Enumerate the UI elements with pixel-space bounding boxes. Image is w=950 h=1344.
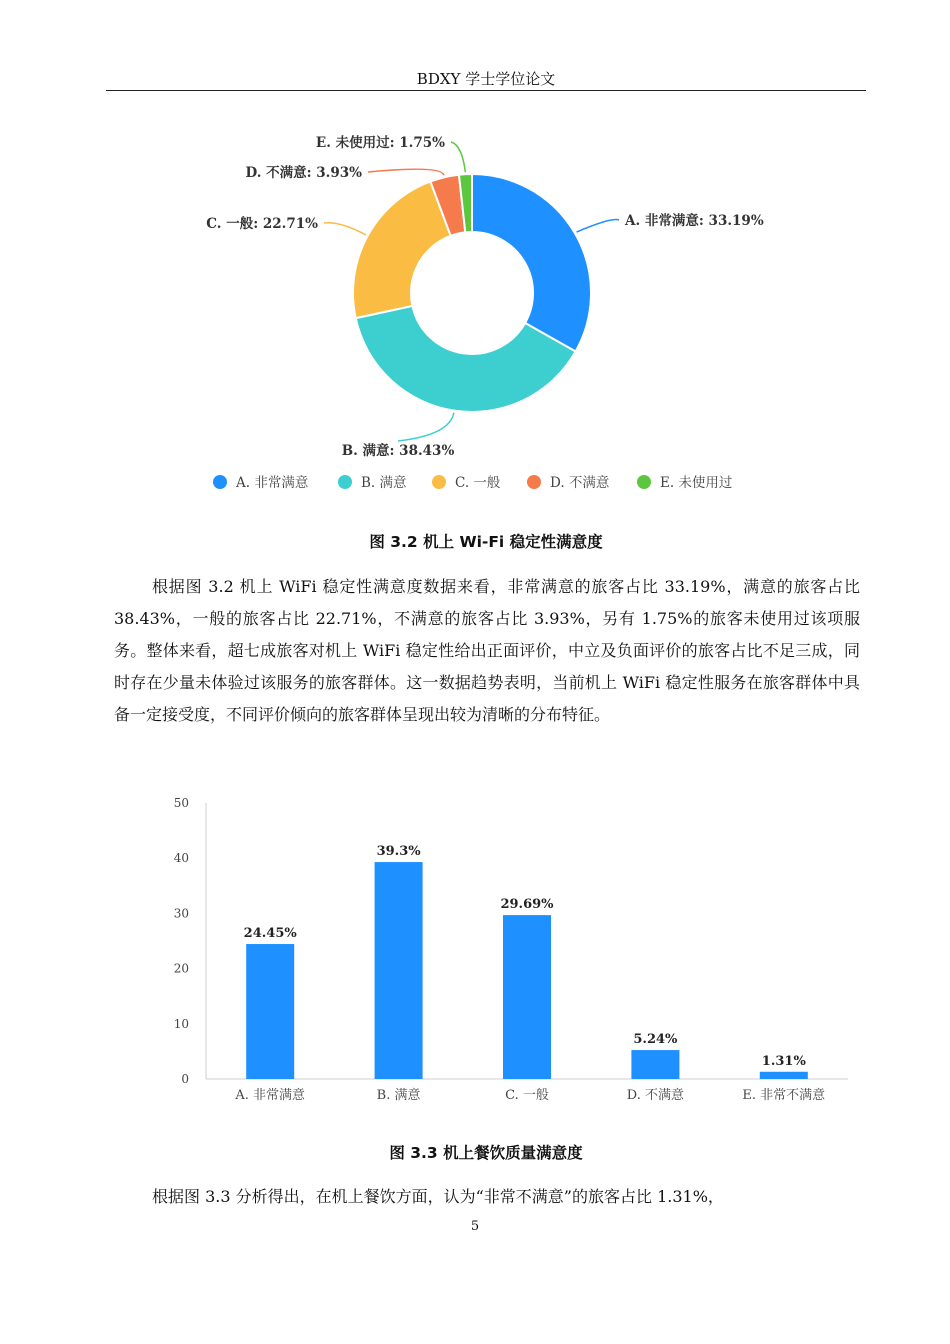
- bar-data-label: 5.24%: [633, 1032, 678, 1048]
- figure-caption-3-3: 图 3.3 机上餐饮质量满意度: [389, 1144, 583, 1162]
- y-tick-label: 40: [173, 851, 189, 866]
- bar-data-label: 39.3%: [376, 844, 421, 860]
- donut-slice: [353, 181, 451, 318]
- header-rule: [106, 90, 866, 91]
- leader-line: [368, 169, 444, 175]
- legend-item: [527, 474, 610, 491]
- x-tick-label: C. 一般: [505, 1088, 549, 1103]
- y-tick-label: 30: [173, 906, 189, 921]
- legend-label: B. 满意: [361, 475, 407, 491]
- y-tick-label: 10: [173, 1016, 189, 1031]
- bar: [760, 1072, 808, 1079]
- legend-swatch: [527, 475, 541, 489]
- legend-label: C. 一般: [455, 475, 501, 491]
- bar-data-label: 29.69%: [500, 897, 554, 913]
- legend-swatch: [213, 475, 227, 489]
- y-tick-label: 0: [181, 1072, 189, 1086]
- figure-caption-3-2: 图 3.2 机上 Wi-Fi 稳定性满意度: [369, 533, 603, 551]
- bar-data-label: 24.45%: [243, 926, 297, 942]
- slice-label: C. 一般: 22.71%: [206, 216, 318, 232]
- body-paragraph-1: 根据图 3.2 机上 WiFi 稳定性满意度数据来看，非常满意的旅客占比 33.19%，满意的旅客占比 38.43%，一般的旅客占比 22.71%，不满意的旅客占比 3.93%，另有 1.75%的旅客未使用过该项服务。整体来看，超七成旅客对机上 WiFi 稳定性给出正面评价，中立及负面评价的旅客占比不足三成，同时存在少量未体验过该服务的旅客群体。这一数据趋势表明，当前机上 WiFi 稳定性服务在旅客群体中具备一定接受度，不同评价倾向的旅客群体呈现出较为清晰的分布特征。: [114, 577, 860, 724]
- slice-label: D. 不满意: 3.93%: [245, 165, 362, 181]
- bar-data-label: 1.31%: [761, 1053, 806, 1069]
- bar: [246, 944, 294, 1079]
- legend-item: [213, 474, 309, 491]
- y-tick-label: 50: [173, 796, 189, 810]
- leader-line: [324, 223, 366, 235]
- body-paragraph-2: 根据图 3.3 分析得出，在机上餐饮方面，认为“非常不满意”的旅客占比 1.31%，: [152, 1187, 724, 1206]
- donut-slice: [472, 174, 591, 352]
- bar: [375, 862, 423, 1079]
- leader-line: [577, 220, 619, 233]
- leader-line: [451, 142, 465, 172]
- legend-label: A. 非常满意: [236, 475, 309, 491]
- legend-item: [637, 474, 732, 491]
- slice-label: B. 满意: 38.43%: [341, 443, 455, 459]
- legend-swatch: [432, 475, 446, 489]
- y-tick-label: 20: [173, 961, 189, 976]
- page-header: BDXY 学士学位论文: [416, 70, 556, 88]
- leader-line: [398, 413, 454, 441]
- legend-item: [432, 475, 501, 491]
- legend-item: [338, 474, 407, 491]
- bar-chart: [160, 790, 860, 1115]
- bar: [503, 915, 551, 1079]
- legend-swatch: [637, 475, 651, 489]
- legend-swatch: [338, 475, 352, 489]
- slice-label: A. 非常满意: 33.19%: [625, 213, 764, 229]
- x-tick-label: A. 非常满意: [235, 1088, 306, 1103]
- x-tick-label: B. 满意: [376, 1088, 421, 1103]
- bar: [631, 1050, 679, 1079]
- slice-label: E. 未使用过: 1.75%: [315, 135, 445, 151]
- donut-chart: [180, 125, 800, 500]
- legend-label: D. 不满意: [550, 475, 610, 491]
- x-tick-label: D. 不满意: [626, 1088, 685, 1103]
- x-tick-label: E. 非常不满意: [742, 1088, 826, 1103]
- legend-label: E. 未使用过: [660, 475, 733, 491]
- page-number: 5: [470, 1219, 480, 1234]
